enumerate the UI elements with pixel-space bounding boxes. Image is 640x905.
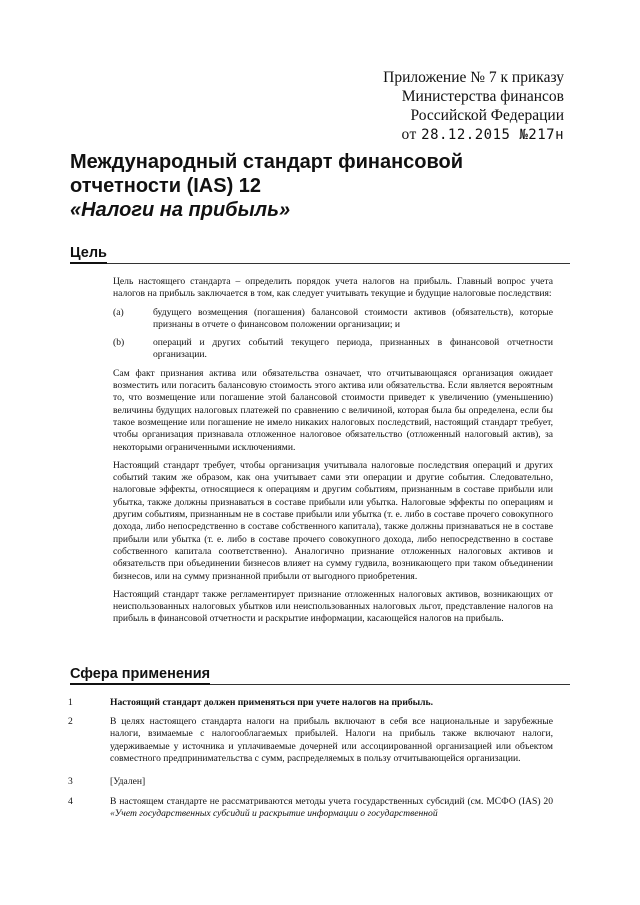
goal-body [113, 276, 553, 632]
document-title [70, 150, 540, 222]
annex-header [304, 68, 564, 145]
annex-line-1: Приложение № 7 к приказу [383, 69, 564, 86]
title-line-1: Международный стандарт финансовой [70, 151, 464, 173]
annex-line-2: Министерства финансов [401, 88, 564, 105]
paragraph-number: 3 [68, 776, 73, 787]
list-item-label: (b) [113, 337, 125, 349]
paragraph-number: 4 [68, 796, 73, 807]
title-line-2: отчетности (IAS) 12 [70, 175, 262, 197]
section-heading-goal [70, 245, 570, 264]
scope-paragraph [68, 697, 553, 709]
list-item-text: операций и других событий текущего периода, признанных в финансовой отчетности организации. [153, 337, 553, 361]
goal-paragraph-3: Настоящий стандарт требует, чтобы организация учитывала налоговые последствия операций и других событий таким же образом, как она учитывает сами эти операции и другие события. Следовательно, налоговые эффекты, относящиеся к операциям и другим событиям, признанным в составе прибыли или убытка, также должны признаваться в составе прибыли или убытка. Налоговые эффекты по операциям и другим событиям, признанным не в составе прибыли или убытка (т. е. либо в составе прочего совокупного дохода, либо непосредственно в составе собственного капитала), также должны признаваться не в составе прибыли или убытка (т. е. либо в составе прочего совокупного дохода, либо непосредственно в составе собственного капитала соответственно). Аналогично признание отложенных налоговых активов и обязательств при объединении бизнесов влияет на сумму гудвила, возникающего при таком объединении бизнесов, или на сумму признанной прибыли от выгодного приобретения. [113, 459, 553, 582]
paragraph-text-b-italic: «Учет государственных субсидий и раскрытие информации о государственной [110, 808, 438, 820]
section-heading-scope-text: Сфера применения [70, 666, 210, 685]
goal-paragraph-2: Сам факт признания актива или обязательства означает, что отчитывающаяся организация ожидает возместить или погасить балансовую стоимость этого актива или обязательства. Если является вероятным то, что возмещение или погашение этой балансовой стоимости приведет к увеличению (уменьшению) величины будущих налоговых платежей по сравнению с величиной, которая была бы определена, если бы такое возмещение или погашение не имело никаких налоговых последствий, настоящий стандарт требует, чтобы организация признавала отложенное налоговое обязательство (отложенный налоговый актив), за некоторыми ограниченными исключениями. [113, 367, 553, 453]
title-line-3: «Налоги на прибыль» [70, 199, 291, 221]
paragraph-text: В целях настоящего стандарта налоги на прибыль включают в себя все национальные и зарубежные налоги, взимаемые с налогооблагаемых прибылей. Налоги на прибыль также включают налоги, удерживаемые у источника и уплачиваемые дочерней или ассоциированной организацией или объектом совместного предпринимательства с сумм, распределяемых в пользу отчитывающейся организации. [110, 716, 553, 764]
section-heading-scope [70, 666, 570, 685]
goal-list-item [113, 307, 553, 332]
goal-paragraph-4: Настоящий стандарт также регламентирует признание отложенных налоговых активов, возникающих от неиспользованных налоговых убытков или неиспользованных налоговых льгот, представление налогов на прибыль в финансовой отчетности и раскрытие информации, касающейся налогов на прибыль. [113, 588, 553, 625]
annex-date [304, 125, 564, 145]
goal-list-item [113, 337, 553, 362]
annex-date-stamp: 28.12.2015 №217н [421, 127, 564, 143]
scope-paragraph [68, 716, 553, 765]
annex-line-3: Российской Федерации [410, 107, 564, 124]
goal-intro: Цель настоящего стандарта – определить порядок учета налогов на прибыль. Главный вопрос учета налогов на прибыль заключается в том, как следует учитывать текущие и будущие налоговые последствия: [113, 276, 553, 300]
list-item-text: будущего возмещения (погашения) балансовой стоимости активов (обязательств), которые признаны в отчете о финансовом положении организации; и [153, 306, 553, 330]
scope-paragraph [68, 776, 553, 788]
paragraph-number: 1 [68, 697, 73, 708]
section-heading-goal-text: Цель [70, 245, 107, 264]
scope-paragraph [68, 796, 553, 821]
paragraph-text: Настоящий стандарт должен применяться при учете налогов на прибыль. [110, 697, 434, 708]
paragraph-text: [Удален] [110, 776, 146, 787]
paragraph-number: 2 [68, 716, 73, 727]
paragraph-text-a: В настоящем стандарте не рассматриваются методы учета государственных субсидий (см. МСФО (IAS) 20 [110, 796, 553, 807]
list-item-label: (a) [113, 306, 124, 318]
paragraph-text [110, 796, 553, 821]
annex-date-prefix: от [401, 126, 417, 143]
